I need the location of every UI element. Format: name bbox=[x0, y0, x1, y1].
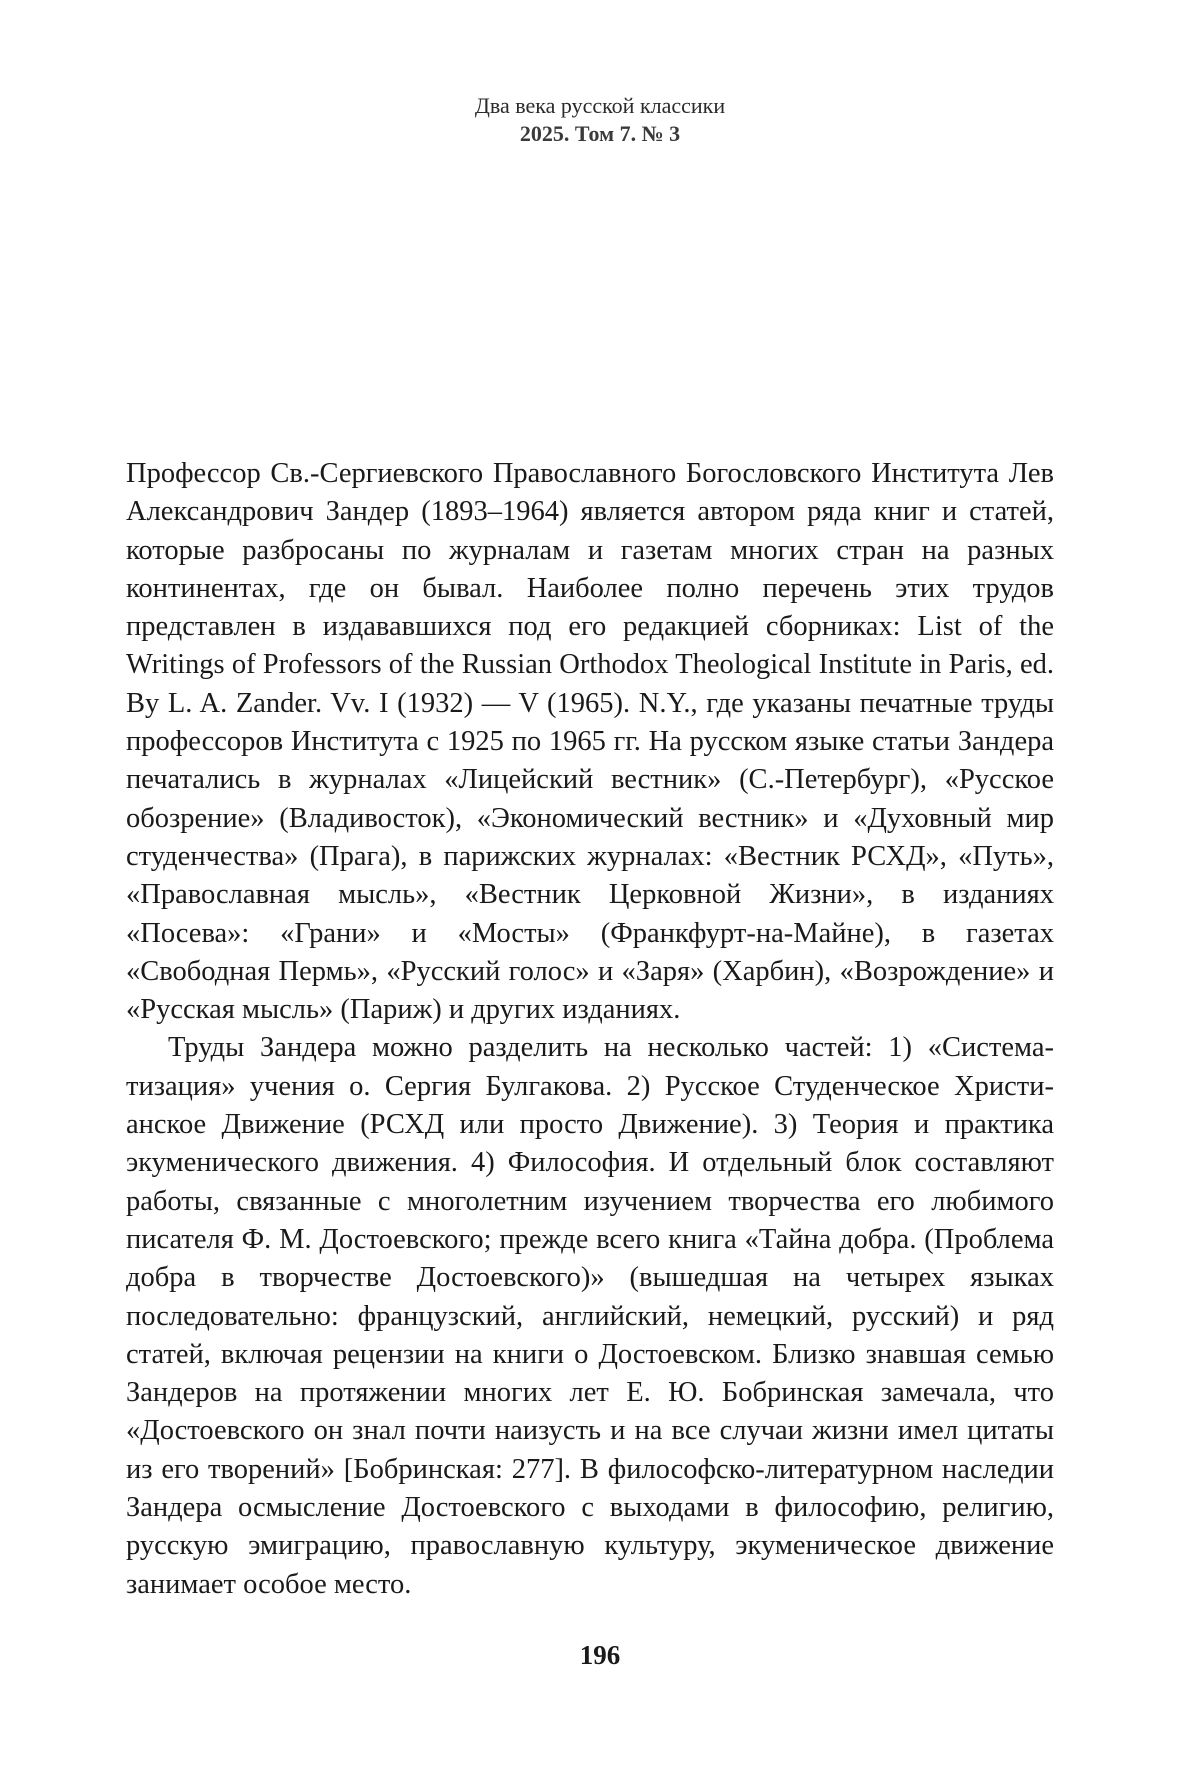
journal-issue: 2025. Том 7. № 3 bbox=[0, 120, 1200, 148]
running-head bbox=[0, 92, 1200, 148]
article-body bbox=[126, 455, 1054, 1604]
paragraph-1: Профессор Св.-Сергиевского Православного Богословского Инсти­тута Лев Александрович Зандер (1893–1964) является автором ряда книг и статей, которые разбросаны по журналам и газетам многих стран на разных континентах, где он бывал. Наиболее полно перечень этих тру­дов представлен в издававшихся под его редакцией сборниках: List of the Writings of Professors of the Russian Orthodox Theological Institute in Paris, ed. By L. A. Zander. Vv. I (1932) — V (1965). N.Y., где указаны печат­ные труды профессоров Института с 1925 по 1965 гг. На русском языке статьи Зандера печатались в журналах «Лицейский вестник» (С.-Петер­бург), «Русское обозрение» (Владивосток), «Экономический вестник» и «Духовный мир студенчества» (Прага), в парижских журналах: «Вестник РСХД», «Путь», «Православная мысль», «Вестник Церковной Жизни», в изданиях «Посева»: «Грани» и «Мосты» (Франкфурт-на-Майне), в газе­тах «Свободная Пермь», «Русский голос» и «Заря» (Харбин), «Возрожде­ние» и «Русская мысль» (Париж) и других изданиях. bbox=[126, 455, 1054, 1029]
page-number: 196 bbox=[0, 1640, 1200, 1671]
journal-title: Два века русской классики bbox=[0, 92, 1200, 120]
paragraph-2: Труды Зандера можно разделить на несколько частей: 1) «Система­тизация» учения о. Сергия Булгакова. 2) Русское Студенческое Христи­анское Движение (РСХД или просто Движение). 3) Теория и практика экуменического движения. 4) Философия. И отдельный блок составля­ют работы, связанные с многолетним изучением творчества его люби­мого писателя Ф. М. Достоевского; прежде всего книга «Тайна добра. (Проблема добра в творчестве Достоевского)» (вышедшая на четырех языках последовательно: французский, английский, немецкий, рус­ский) и ряд статей, включая рецензии на книги о Достоевском. Близко знавшая семью Зандеров на протяжении многих лет Е. Ю. Бобринская замечала, что «Достоевского он знал почти наизусть и на все случаи жизни имел цитаты из его творений» [Бобринская: 277]. В философ­ско-литературном наследии Зандера осмысление Достоевского с выхо­дами в философию, религию, русскую эмиграцию, православную куль­туру, экуменическое движение занимает особое место. bbox=[126, 1029, 1054, 1603]
